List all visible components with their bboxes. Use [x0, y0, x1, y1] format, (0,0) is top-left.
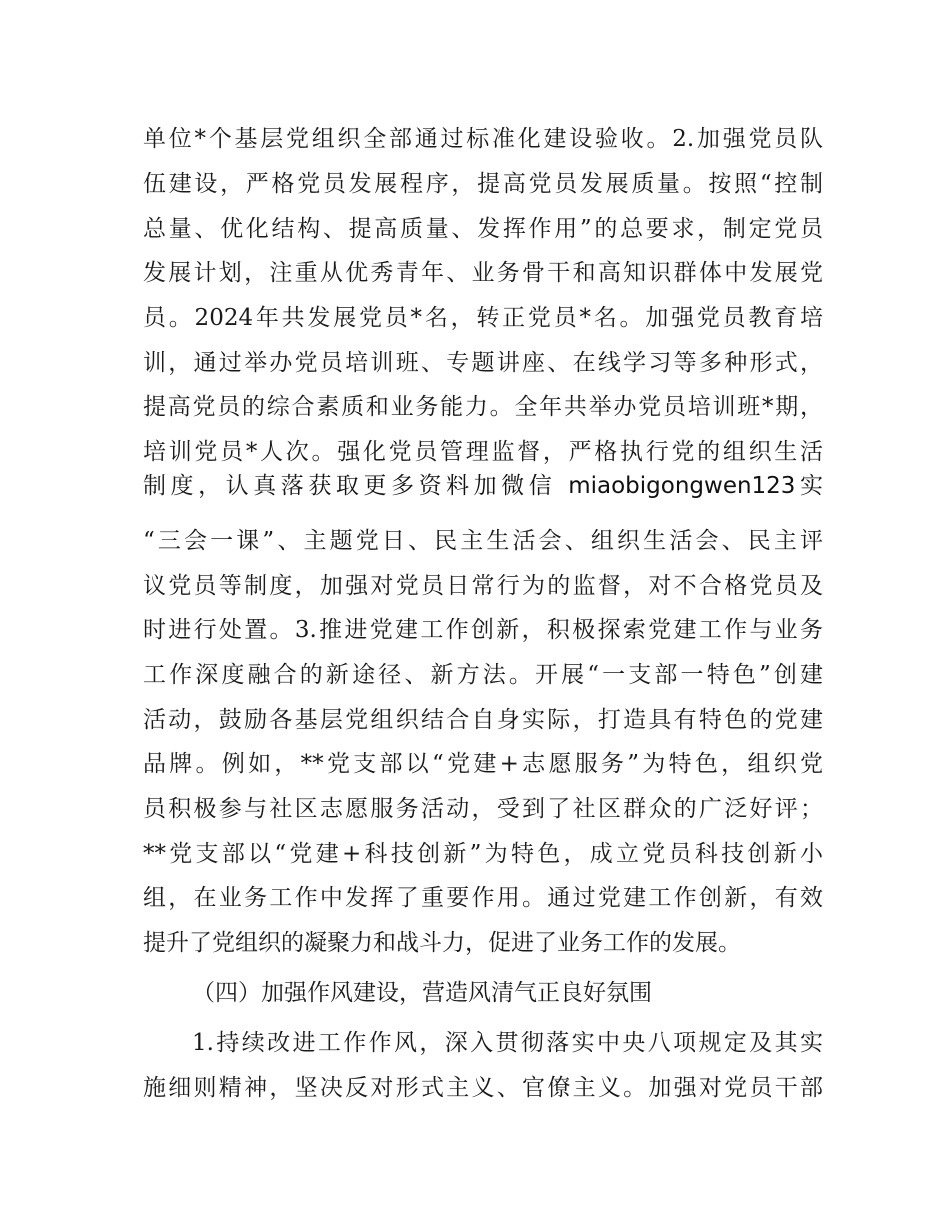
body-line-6: 训，通过举办党员培训班、专题讲座、在线学习等多种形式，: [143, 350, 823, 376]
body-line-1: 单位*个基层党组织全部通过标准化建设验收。2.加强党员队: [143, 126, 823, 152]
body-line-14: 活动，鼓励各基层党组织结合自身实际，打造具有特色的党建: [143, 707, 823, 733]
body-line-10: “三会一课”、主题党日、民主生活会、组织生活会、民主评: [143, 528, 823, 554]
body-line-8: 培训党员*人次。强化党员管理监督，严格执行党的组织生活: [143, 439, 823, 465]
body-line-21: 施细则精神，坚决反对形式主义、官僚主义。加强对党员干部: [143, 1075, 823, 1101]
body-line-15: 品牌。例如，**党支部以“党建+志愿服务”为特色，组织党: [143, 751, 823, 777]
body-line-16: 员积极参与社区志愿服务活动，受到了社区群众的广泛好评；: [143, 796, 823, 822]
body-line-13: 工作深度融合的新途径、新方法。开展“一支部一特色”创建: [143, 662, 823, 688]
body-line-3: 总量、优化结构、提高质量、发挥作用”的总要求，制定党员: [143, 216, 823, 242]
body-line-7: 提高党员的综合素质和业务能力。全年共举办党员培训班*期，: [143, 394, 823, 420]
body-line-5: 员。2024年共发展党员*名，转正党员*名。加强党员教育培: [143, 305, 823, 331]
body-line-19: 提升了党组织的凝聚力和战斗力，促进了业务工作的发展。: [143, 930, 741, 956]
body-line-17: **党支部以“党建+科技创新”为特色，成立党员科技创新小: [143, 841, 823, 867]
body-line-18: 组，在业务工作中发挥了重要作用。通过党建工作创新，有效: [143, 885, 823, 911]
section-heading: （四）加强作风建设，营造风清气正良好氛围: [192, 980, 652, 1006]
body-line-2: 伍建设，严格党员发展程序，提高党员发展质量。按照“控制: [143, 171, 823, 197]
body-line-11: 议党员等制度，加强对党员日常行为的监督，对不合格党员及: [143, 573, 823, 599]
watermark-line: [143, 466, 823, 506]
body-line-12: 时进行处置。3.推进党建工作创新，积极探索党建工作与业务: [143, 617, 823, 643]
watermark-text: 获取更多资料加微信 miaobigongwen123: [308, 473, 796, 499]
body-line-20: 1.持续改进工作作风，深入贯彻落实中央八项规定及其实: [192, 1030, 823, 1056]
body-line-9-prefix: 制度，认真落: [143, 473, 309, 499]
body-line-9-suffix: 实: [795, 473, 824, 499]
body-line-4: 发展计划，注重从优秀青年、业务骨干和高知识群体中发展党: [143, 260, 823, 286]
